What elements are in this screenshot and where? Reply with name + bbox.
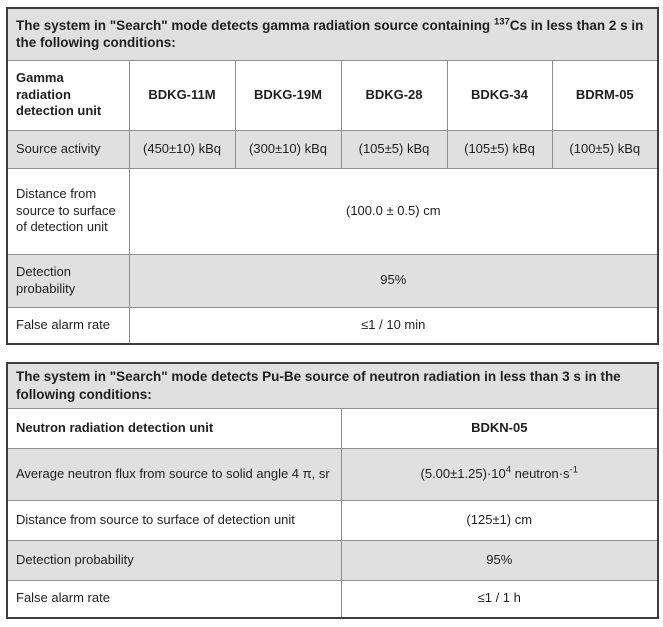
gamma-caption-row bbox=[7, 8, 658, 60]
gamma-header-row bbox=[7, 60, 658, 130]
neutron-caption-row bbox=[7, 363, 658, 408]
row-label-neutron-detection-probability: Detection probability bbox=[7, 540, 341, 580]
flux-inverse-second-superscript: -1 bbox=[569, 464, 578, 476]
flux-value-pre: (5.00±1.25)·10 bbox=[420, 465, 506, 481]
neutron-false-alarm-row bbox=[7, 580, 658, 618]
caption-text-post: Cs in less than 2 s in the following conditions: bbox=[16, 17, 644, 51]
neutron-distance-row bbox=[7, 500, 658, 540]
column-header-bdrm-05: BDRM-05 bbox=[552, 60, 658, 130]
cell-value: (300±10) kBq bbox=[235, 130, 341, 168]
cell-value-detection-probability: 95% bbox=[129, 254, 658, 307]
flux-exponent-superscript: 4 bbox=[505, 464, 511, 476]
neutron-table-caption: The system in "Search" mode detects Pu-Be source of neutron radiation in less than 3 s in the following conditions: bbox=[7, 363, 658, 408]
row-label-false-alarm: False alarm rate bbox=[7, 307, 129, 344]
cell-value: (100±5) kBq bbox=[552, 130, 658, 168]
column-header-gamma-unit: Gamma radiation detection unit bbox=[7, 60, 129, 130]
gamma-spec-table bbox=[6, 7, 659, 345]
neutron-flux-row bbox=[7, 448, 658, 500]
column-header-bdkg-28: BDKG-28 bbox=[341, 60, 447, 130]
column-header-bdkg-11m: BDKG-11M bbox=[129, 60, 235, 130]
cell-value-neutron-false-alarm: ≤1 / 1 h bbox=[341, 580, 658, 618]
cell-value-neutron-flux bbox=[341, 448, 658, 500]
column-header-bdkg-19m: BDKG-19M bbox=[235, 60, 341, 130]
cell-value: (450±10) kBq bbox=[129, 130, 235, 168]
cell-value-neutron-distance: (125±1) cm bbox=[341, 500, 658, 540]
row-label-neutron-flux: Average neutron flux from source to solid angle 4 π, sr bbox=[7, 448, 341, 500]
neutron-detection-probability-row bbox=[7, 540, 658, 580]
cell-value-distance: (100.0 ± 0.5) cm bbox=[129, 168, 658, 254]
source-activity-row bbox=[7, 130, 658, 168]
gamma-table-caption bbox=[7, 8, 658, 60]
flux-value-mid: neutron·s bbox=[511, 465, 570, 481]
neutron-header-row bbox=[7, 408, 658, 448]
row-label-source-activity: Source activity bbox=[7, 130, 129, 168]
distance-row bbox=[7, 168, 658, 254]
column-header-bdkn-05: BDKN-05 bbox=[341, 408, 658, 448]
false-alarm-row bbox=[7, 307, 658, 344]
column-header-neutron-unit: Neutron radiation detection unit bbox=[7, 408, 341, 448]
neutron-spec-table bbox=[6, 362, 659, 619]
row-label-detection-probability: Detection probability bbox=[7, 254, 129, 307]
row-label-neutron-distance: Distance from source to surface of detection unit bbox=[7, 500, 341, 540]
cell-value: (105±5) kBq bbox=[341, 130, 447, 168]
detection-probability-row bbox=[7, 254, 658, 307]
caption-text-pre: The system in "Search" mode detects gamma radiation source containing bbox=[16, 17, 494, 33]
column-header-bdkg-34: BDKG-34 bbox=[447, 60, 552, 130]
row-label-distance: Distance from source to surface of detection unit bbox=[7, 168, 129, 254]
row-label-neutron-false-alarm: False alarm rate bbox=[7, 580, 341, 618]
cell-value-false-alarm: ≤1 / 10 min bbox=[129, 307, 658, 344]
cell-value: (105±5) kBq bbox=[447, 130, 552, 168]
cell-value-neutron-detection-probability: 95% bbox=[341, 540, 658, 580]
cs137-superscript: 137 bbox=[493, 16, 510, 28]
